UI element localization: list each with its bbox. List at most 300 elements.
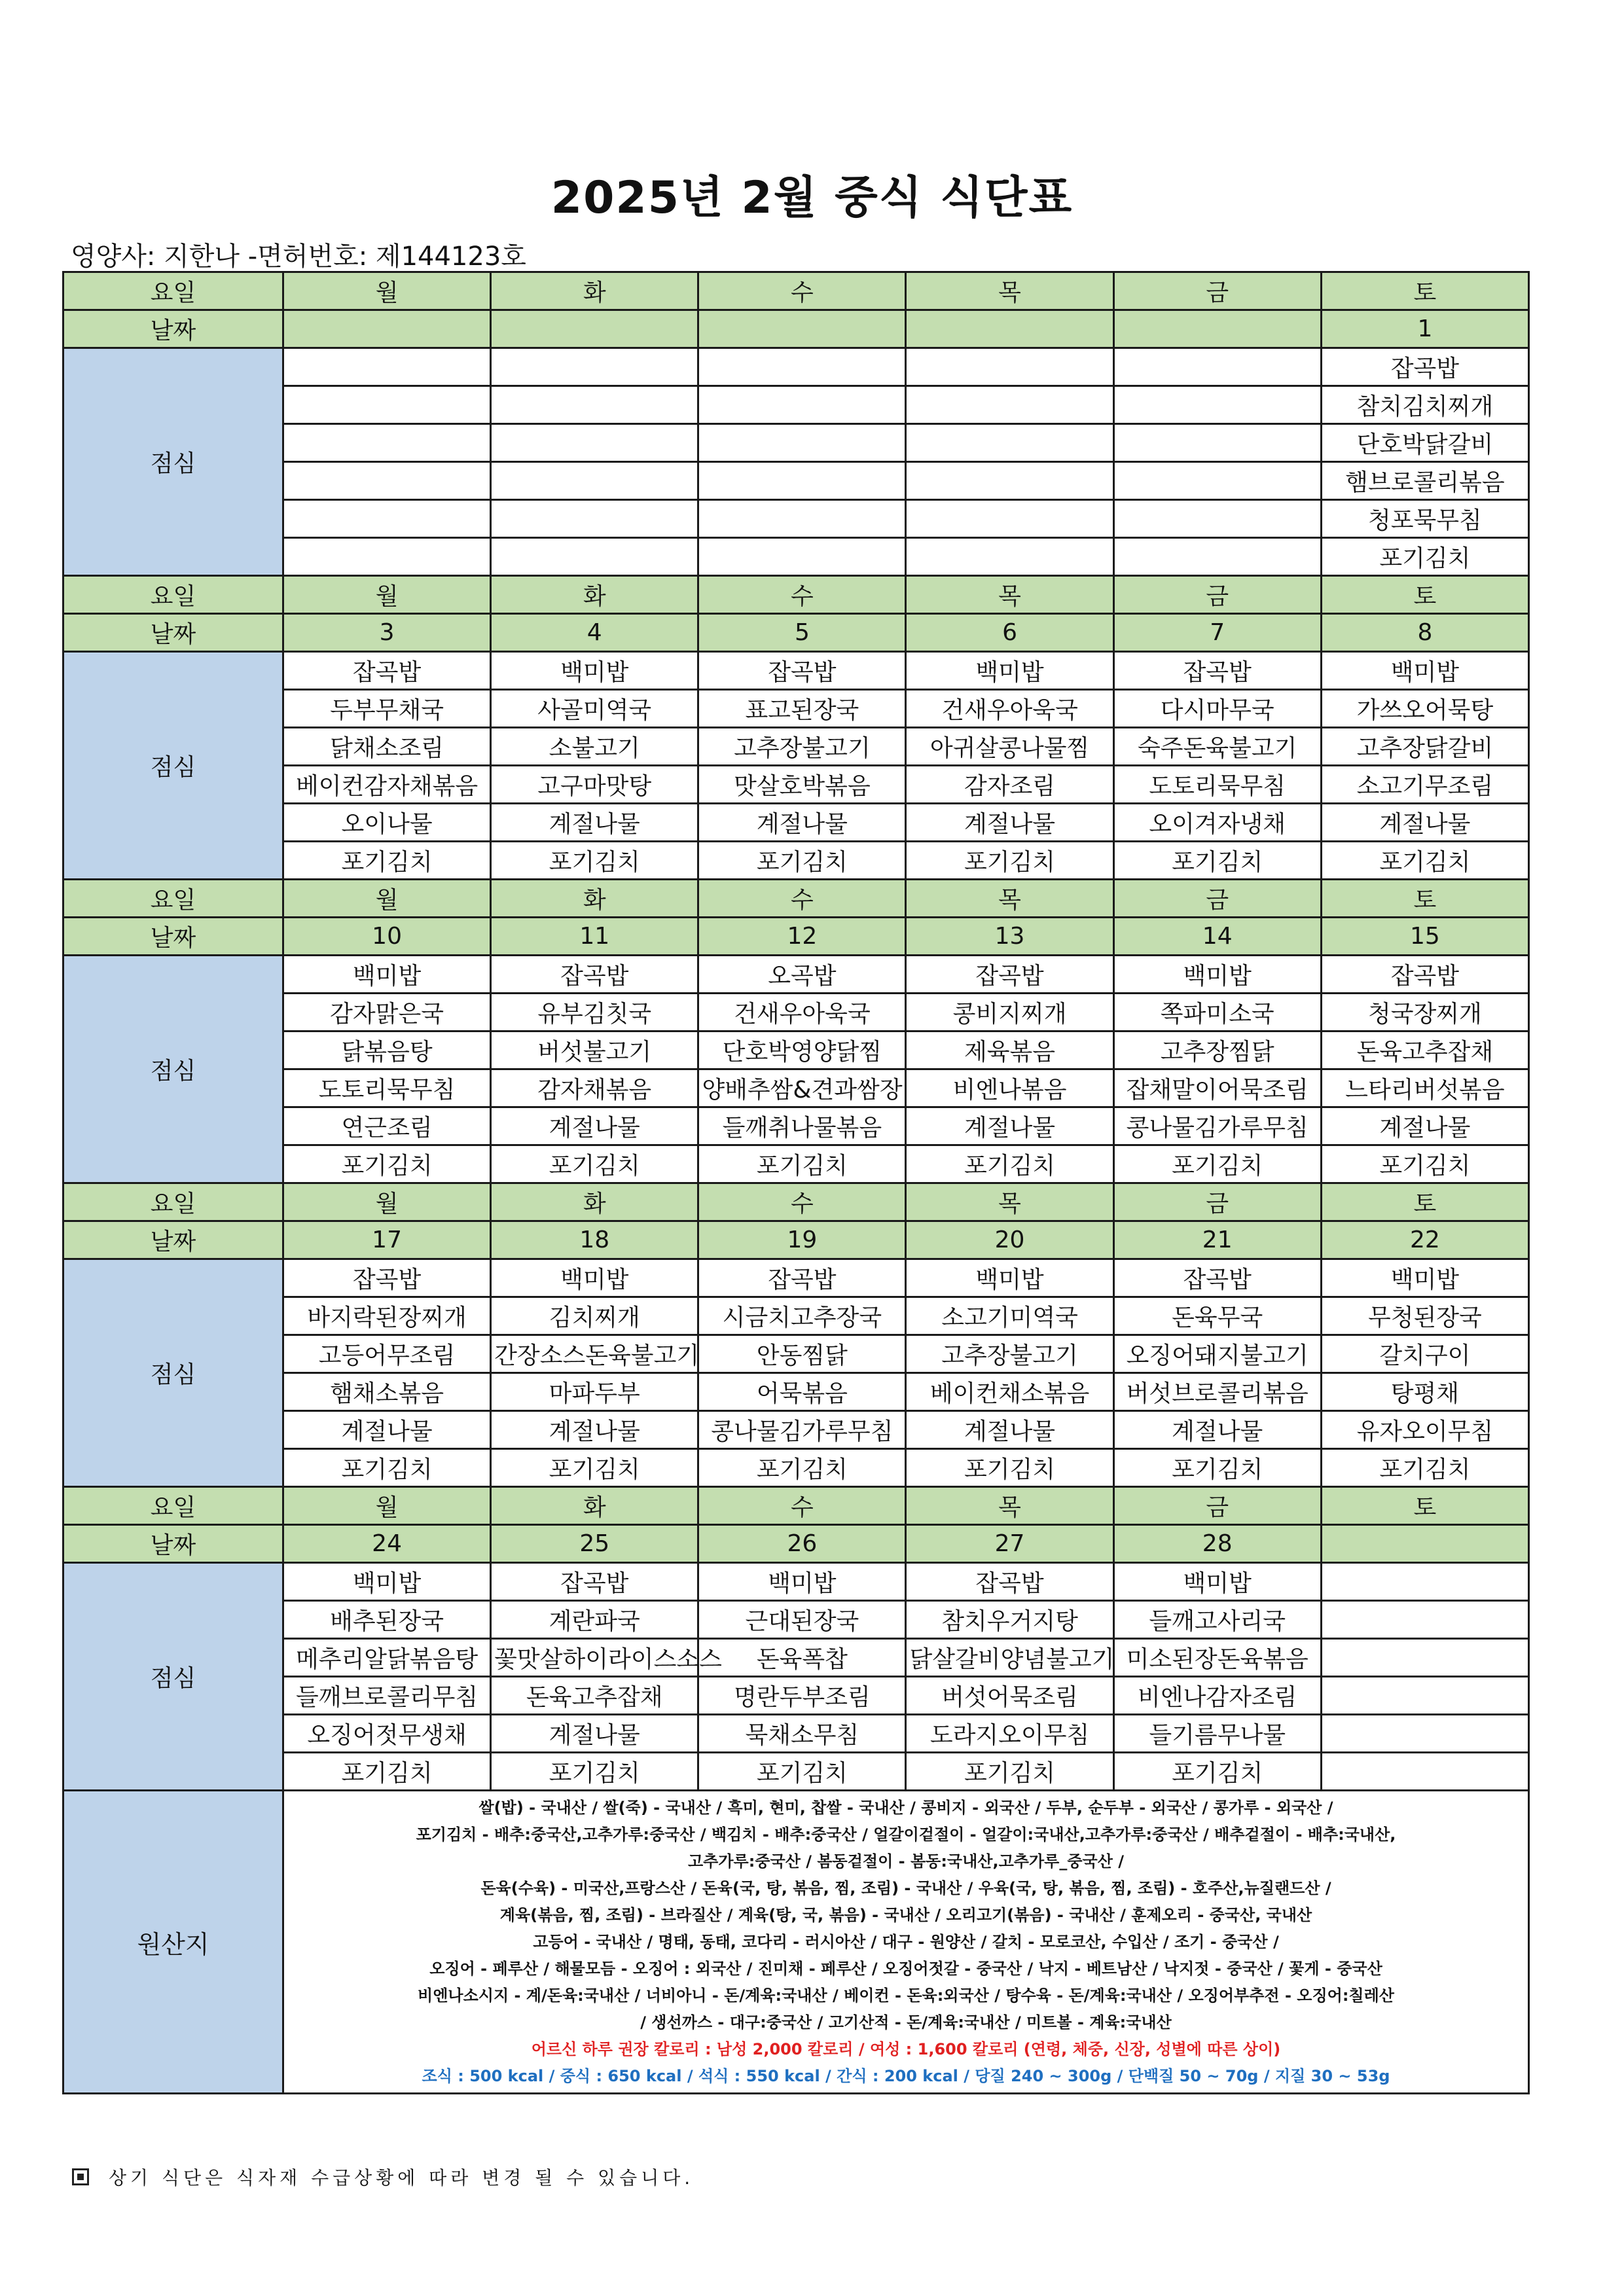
menu-item: 건새우아욱국 — [698, 994, 906, 1031]
menu-item: 포기김치 — [491, 842, 698, 880]
date-cell: 28 — [1113, 1525, 1321, 1563]
meal-row — [63, 1259, 1529, 1297]
meal-row — [63, 1563, 1529, 1601]
origin-line: 계육(볶음, 찜, 조림) - 브라질산 / 계육(탕, 국, 볶음) - 국내산 / 오리고기(볶음) - 국내산 / 훈제오리 - 중국산, 국내산 — [499, 1905, 1312, 1924]
menu-item: 양배추쌈&견과쌈장 — [698, 1069, 906, 1107]
date-cell: 15 — [1321, 918, 1528, 956]
menu-item: 버섯불고기 — [491, 1031, 698, 1069]
day-name: 목 — [906, 1183, 1113, 1221]
origin-row — [63, 1791, 1529, 2094]
menu-item: 잡곡밥 — [283, 652, 491, 690]
date-cell: 3 — [283, 614, 491, 652]
date-cell: 13 — [906, 918, 1113, 956]
origin-line: 돈육(수육) - 미국산,프랑스산 / 돈육(국, 탕, 볶음, 찜, 조림) - 국내산 / 우육(국, 탕, 볶음, 찜, 조림) - 호주산,뉴질랜드산 / — [480, 1878, 1331, 1897]
day-name: 수 — [698, 576, 906, 614]
menu-item: 도토리묵무침 — [283, 1069, 491, 1107]
menu-item — [906, 462, 1113, 500]
menu-item — [906, 538, 1113, 576]
origin-line: 오징어 - 페루산 / 해물모듬 - 오징어 : 외국산 / 진미채 - 페루산 / 오징어젓갈 - 중국산 / 낙지 - 베트남산 / 낙지젓 - 중국산 / 꽃게 - 중국산 — [429, 1959, 1382, 1978]
menu-item: 잡곡밥 — [1113, 652, 1321, 690]
menu-item: 포기김치 — [906, 1753, 1113, 1791]
menu-item — [1321, 1563, 1528, 1601]
menu-item: 단호박닭갈비 — [1321, 424, 1528, 462]
menu-item: 포기김치 — [698, 1449, 906, 1487]
meal-row — [63, 1449, 1529, 1487]
menu-item — [1113, 538, 1321, 576]
date-cell: 21 — [1113, 1221, 1321, 1259]
menu-item — [283, 462, 491, 500]
date-cell — [1321, 1525, 1528, 1563]
meal-row — [63, 462, 1529, 500]
menu-item: 소고기무조림 — [1321, 766, 1528, 804]
menu-item: 포기김치 — [1113, 1753, 1321, 1791]
date-row — [63, 1525, 1529, 1563]
day-name: 금 — [1113, 1183, 1321, 1221]
menu-item: 도토리묵무침 — [1113, 766, 1321, 804]
menu-item: 어묵볶음 — [698, 1373, 906, 1411]
menu-item: 느타리버섯볶음 — [1321, 1069, 1528, 1107]
date-row — [63, 310, 1529, 348]
date-cell: 22 — [1321, 1221, 1528, 1259]
menu-item: 소불고기 — [491, 728, 698, 766]
date-cell: 8 — [1321, 614, 1528, 652]
menu-item: 두부무채국 — [283, 690, 491, 728]
menu-item — [283, 538, 491, 576]
menu-item: 고추장불고기 — [906, 1335, 1113, 1373]
menu-item — [491, 462, 698, 500]
day-label: 요일 — [63, 1183, 283, 1221]
menu-item — [906, 386, 1113, 424]
menu-item: 포기김치 — [1113, 842, 1321, 880]
day-name: 금 — [1113, 272, 1321, 310]
menu-item: 백미밥 — [1113, 956, 1321, 994]
date-cell: 4 — [491, 614, 698, 652]
meal-row — [63, 1145, 1529, 1183]
menu-table — [62, 271, 1530, 2094]
day-name: 목 — [906, 272, 1113, 310]
day-name: 수 — [698, 272, 906, 310]
menu-item — [1321, 1639, 1528, 1677]
date-cell: 25 — [491, 1525, 698, 1563]
menu-item: 참치김치찌개 — [1321, 386, 1528, 424]
menu-item — [698, 348, 906, 386]
menu-item — [906, 424, 1113, 462]
menu-item: 포기김치 — [1321, 1449, 1528, 1487]
menu-item: 잡곡밥 — [906, 956, 1113, 994]
menu-item: 감자채볶음 — [491, 1069, 698, 1107]
footnote-text: 상기 식단은 식자재 수급상황에 따라 변경 될 수 있습니다. — [109, 2167, 695, 2189]
menu-item: 미소된장돈육볶음 — [1113, 1639, 1321, 1677]
day-row — [63, 1183, 1529, 1221]
origin-info — [283, 1791, 1529, 2094]
menu-item — [1113, 462, 1321, 500]
date-cell: 18 — [491, 1221, 698, 1259]
menu-item: 포기김치 — [283, 1449, 491, 1487]
menu-item: 마파두부 — [491, 1373, 698, 1411]
meal-row — [63, 424, 1529, 462]
origin-line: 고등어 - 국내산 / 명태, 동태, 코다리 - 러시아산 / 대구 - 원양산 / 갈치 - 모로코산, 수입산 / 조기 - 중국산 / — [533, 1932, 1279, 1951]
menu-item: 쪽파미소국 — [1113, 994, 1321, 1031]
meal-row — [63, 1639, 1529, 1677]
meal-row — [63, 500, 1529, 538]
day-name: 월 — [283, 1487, 491, 1525]
menu-item: 포기김치 — [491, 1753, 698, 1791]
date-cell — [1113, 310, 1321, 348]
day-name: 화 — [491, 576, 698, 614]
day-label: 요일 — [63, 272, 283, 310]
day-name: 토 — [1321, 576, 1528, 614]
meal-row — [63, 1031, 1529, 1069]
menu-item — [698, 386, 906, 424]
menu-item: 계절나물 — [491, 1715, 698, 1753]
menu-item: 잡곡밥 — [283, 1259, 491, 1297]
menu-item: 잡채말이어묵조림 — [1113, 1069, 1321, 1107]
menu-item: 포기김치 — [1321, 1145, 1528, 1183]
menu-item: 포기김치 — [283, 842, 491, 880]
menu-item — [698, 462, 906, 500]
menu-item: 포기김치 — [906, 1145, 1113, 1183]
day-name: 금 — [1113, 576, 1321, 614]
date-cell — [906, 310, 1113, 348]
day-name: 금 — [1113, 1487, 1321, 1525]
menu-item: 고추장찜닭 — [1113, 1031, 1321, 1069]
date-label: 날짜 — [63, 1525, 283, 1563]
meal-row — [63, 1107, 1529, 1145]
day-row — [63, 1487, 1529, 1525]
menu-item: 묵채소무침 — [698, 1715, 906, 1753]
origin-line: 포기김치 - 배추:중국산,고추가루:중국산 / 백김치 - 배추:중국산 / 얼갈이겉절이 - 얼갈이:국내산,고추가루:중국산 / 배추겉절이 - 배추:국내산, — [416, 1825, 1396, 1844]
menu-item — [1321, 1715, 1528, 1753]
menu-item: 포기김치 — [698, 1145, 906, 1183]
date-cell: 6 — [906, 614, 1113, 652]
menu-item — [1113, 348, 1321, 386]
day-name: 수 — [698, 880, 906, 918]
footnote — [72, 2164, 694, 2190]
day-name: 목 — [906, 576, 1113, 614]
menu-item: 베이컨채소볶음 — [906, 1373, 1113, 1411]
menu-item — [698, 424, 906, 462]
menu-item: 가쓰오어묵탕 — [1321, 690, 1528, 728]
meal-row — [63, 804, 1529, 842]
lunch-label: 점심 — [63, 348, 283, 576]
meal-row — [63, 1677, 1529, 1715]
menu-item: 포기김치 — [1321, 842, 1528, 880]
day-name: 월 — [283, 272, 491, 310]
menu-item: 도라지오이무침 — [906, 1715, 1113, 1753]
day-name: 월 — [283, 1183, 491, 1221]
meal-row — [63, 1335, 1529, 1373]
menu-item: 돈육무국 — [1113, 1297, 1321, 1335]
menu-item: 계절나물 — [491, 1411, 698, 1449]
menu-item: 백미밥 — [283, 1563, 491, 1601]
menu-item: 바지락된장찌개 — [283, 1297, 491, 1335]
menu-item: 꽃맛살하이라이스소스 — [491, 1639, 698, 1677]
menu-item: 소고기미역국 — [906, 1297, 1113, 1335]
menu-item: 시금치고추장국 — [698, 1297, 906, 1335]
menu-item: 배추된장국 — [283, 1601, 491, 1639]
page-title: 2025년 2월 중식 식단표 — [550, 172, 1074, 224]
menu-item: 비엔나감자조림 — [1113, 1677, 1321, 1715]
day-name: 월 — [283, 576, 491, 614]
day-name: 토 — [1321, 880, 1528, 918]
date-cell: 10 — [283, 918, 491, 956]
day-name: 토 — [1321, 1183, 1528, 1221]
meal-row — [63, 956, 1529, 994]
meal-row — [63, 766, 1529, 804]
date-cell: 14 — [1113, 918, 1321, 956]
menu-item: 표고된장국 — [698, 690, 906, 728]
calorie-recommendation: 어르신 하루 권장 칼로리 : 남성 2,000 칼로리 / 여성 : 1,600 칼로리 (연령, 체중, 신장, 성별에 따른 상이) — [531, 2039, 1281, 2058]
menu-item — [698, 500, 906, 538]
menu-item: 연근조림 — [283, 1107, 491, 1145]
menu-item — [906, 500, 1113, 538]
day-name: 금 — [1113, 880, 1321, 918]
menu-item: 버섯어묵조림 — [906, 1677, 1113, 1715]
meal-row — [63, 1601, 1529, 1639]
menu-item: 계절나물 — [906, 804, 1113, 842]
menu-item — [283, 500, 491, 538]
date-label: 날짜 — [63, 614, 283, 652]
menu-item: 오징어돼지불고기 — [1113, 1335, 1321, 1373]
menu-item: 베이컨감자채볶음 — [283, 766, 491, 804]
meal-row — [63, 1069, 1529, 1107]
menu-item: 무청된장국 — [1321, 1297, 1528, 1335]
menu-item: 근대된장국 — [698, 1601, 906, 1639]
menu-item: 버섯브로콜리볶음 — [1113, 1373, 1321, 1411]
date-cell — [491, 310, 698, 348]
meal-row — [63, 538, 1529, 576]
day-name: 목 — [906, 880, 1113, 918]
menu-item: 닭채소조림 — [283, 728, 491, 766]
menu-item: 백미밥 — [698, 1563, 906, 1601]
square-bullet-icon — [72, 2168, 89, 2185]
menu-item: 메추리알닭볶음탕 — [283, 1639, 491, 1677]
day-label: 요일 — [63, 880, 283, 918]
menu-item — [906, 348, 1113, 386]
menu-item: 아귀살콩나물찜 — [906, 728, 1113, 766]
meal-row — [63, 386, 1529, 424]
meal-row — [63, 994, 1529, 1031]
dietitian-info: 영양사: 지한나 -면허번호: 제144123호 — [71, 242, 526, 272]
day-name: 수 — [698, 1487, 906, 1525]
menu-item: 고등어무조림 — [283, 1335, 491, 1373]
day-name: 화 — [491, 272, 698, 310]
menu-item: 계절나물 — [698, 804, 906, 842]
menu-item: 맛살호박볶음 — [698, 766, 906, 804]
day-name: 목 — [906, 1487, 1113, 1525]
meal-row — [63, 1715, 1529, 1753]
day-row — [63, 880, 1529, 918]
date-cell — [283, 310, 491, 348]
day-row — [63, 272, 1529, 310]
lunch-label: 점심 — [63, 652, 283, 880]
menu-item: 오곡밥 — [698, 956, 906, 994]
menu-item: 햄브로콜리볶음 — [1321, 462, 1528, 500]
menu-item: 포기김치 — [491, 1449, 698, 1487]
menu-item: 계절나물 — [1321, 804, 1528, 842]
menu-item: 들깨고사리국 — [1113, 1601, 1321, 1639]
lunch-label: 점심 — [63, 1259, 283, 1487]
menu-item: 잡곡밥 — [906, 1563, 1113, 1601]
menu-item — [491, 386, 698, 424]
menu-item: 오징어젓무생채 — [283, 1715, 491, 1753]
menu-item: 감자조림 — [906, 766, 1113, 804]
origin-line: 고추가루:중국산 / 봄동겉절이 - 봄동:국내산,고추가루_중국산 / — [688, 1852, 1124, 1871]
menu-item: 참치우거지탕 — [906, 1601, 1113, 1639]
menu-item: 김치찌개 — [491, 1297, 698, 1335]
day-row — [63, 576, 1529, 614]
menu-item — [283, 348, 491, 386]
date-cell: 5 — [698, 614, 906, 652]
menu-item: 햄채소볶음 — [283, 1373, 491, 1411]
menu-item: 오이나물 — [283, 804, 491, 842]
menu-item: 잡곡밥 — [491, 956, 698, 994]
menu-item: 백미밥 — [1321, 1259, 1528, 1297]
day-name: 화 — [491, 1183, 698, 1221]
lunch-label: 점심 — [63, 956, 283, 1183]
menu-item — [283, 424, 491, 462]
menu-item: 고구마맛탕 — [491, 766, 698, 804]
menu-item — [491, 538, 698, 576]
meal-row — [63, 690, 1529, 728]
menu-item: 포기김치 — [491, 1145, 698, 1183]
lunch-label: 점심 — [63, 1563, 283, 1791]
day-name: 토 — [1321, 1487, 1528, 1525]
menu-item: 돈육고추잡채 — [491, 1677, 698, 1715]
menu-item — [491, 500, 698, 538]
menu-item: 들깨취나물볶음 — [698, 1107, 906, 1145]
menu-item: 잡곡밥 — [1321, 348, 1528, 386]
menu-item — [1113, 500, 1321, 538]
menu-item: 닭살갈비양념불고기 — [906, 1639, 1113, 1677]
menu-item — [491, 424, 698, 462]
menu-item — [1113, 424, 1321, 462]
menu-item: 잡곡밥 — [1321, 956, 1528, 994]
menu-item: 백미밥 — [906, 652, 1113, 690]
date-cell: 17 — [283, 1221, 491, 1259]
menu-item: 포기김치 — [698, 1753, 906, 1791]
day-name: 월 — [283, 880, 491, 918]
menu-item: 유부김칫국 — [491, 994, 698, 1031]
menu-item: 감자맑은국 — [283, 994, 491, 1031]
menu-item: 백미밥 — [1113, 1563, 1321, 1601]
date-label: 날짜 — [63, 1221, 283, 1259]
menu-item: 잡곡밥 — [698, 1259, 906, 1297]
menu-item: 오이겨자냉채 — [1113, 804, 1321, 842]
menu-item: 포기김치 — [906, 842, 1113, 880]
origin-label: 원산지 — [63, 1791, 283, 2094]
menu-item: 잡곡밥 — [1113, 1259, 1321, 1297]
menu-item: 백미밥 — [491, 652, 698, 690]
menu-item: 포기김치 — [1321, 538, 1528, 576]
menu-item: 콩비지찌개 — [906, 994, 1113, 1031]
menu-item — [1321, 1601, 1528, 1639]
day-label: 요일 — [63, 576, 283, 614]
menu-item: 청포묵무침 — [1321, 500, 1528, 538]
menu-item: 계절나물 — [906, 1411, 1113, 1449]
origin-line: 쌀(밥) - 국내산 / 쌀(죽) - 국내산 / 흑미, 현미, 찹쌀 - 국내산 / 콩비지 - 외국산 / 두부, 순두부 - 외국산 / 콩가루 - 외국산 / — [478, 1798, 1333, 1817]
menu-item: 백미밥 — [283, 956, 491, 994]
date-label: 날짜 — [63, 310, 283, 348]
origin-line: 비엔나소시지 - 계/돈육:국내산 / 너비아니 - 돈/계육:국내산 / 베이컨 - 돈육:외국산 / 탕수육 - 돈/계육:국내산 / 오징어부추전 - 오징어:칠레산 — [418, 1986, 1394, 2005]
menu-item: 포기김치 — [283, 1753, 491, 1791]
date-cell: 26 — [698, 1525, 906, 1563]
meal-row — [63, 842, 1529, 880]
menu-item: 사골미역국 — [491, 690, 698, 728]
menu-item — [1321, 1677, 1528, 1715]
menu-item: 들깨브로콜리무침 — [283, 1677, 491, 1715]
meal-row — [63, 1373, 1529, 1411]
menu-item: 다시마무국 — [1113, 690, 1321, 728]
menu-item — [1321, 1753, 1528, 1791]
meal-row — [63, 1411, 1529, 1449]
menu-item: 포기김치 — [283, 1145, 491, 1183]
menu-item: 돈육고추잡채 — [1321, 1031, 1528, 1069]
day-name: 화 — [491, 880, 698, 918]
menu-item: 탕평채 — [1321, 1373, 1528, 1411]
date-cell: 20 — [906, 1221, 1113, 1259]
date-cell: 27 — [906, 1525, 1113, 1563]
day-name: 토 — [1321, 272, 1528, 310]
menu-item: 계절나물 — [1113, 1411, 1321, 1449]
menu-item: 고추장닭갈비 — [1321, 728, 1528, 766]
menu-item: 유자오이무침 — [1321, 1411, 1528, 1449]
date-label: 날짜 — [63, 918, 283, 956]
menu-item: 숙주돈육불고기 — [1113, 728, 1321, 766]
date-cell — [698, 310, 906, 348]
menu-item: 단호박영양닭찜 — [698, 1031, 906, 1069]
date-cell: 11 — [491, 918, 698, 956]
menu-item: 계절나물 — [283, 1411, 491, 1449]
menu-item: 갈치구이 — [1321, 1335, 1528, 1373]
date-cell: 19 — [698, 1221, 906, 1259]
menu-item: 포기김치 — [1113, 1449, 1321, 1487]
menu-item: 건새우아욱국 — [906, 690, 1113, 728]
menu-item: 콩나물김가루무침 — [1113, 1107, 1321, 1145]
menu-item: 안동찜닭 — [698, 1335, 906, 1373]
day-name: 화 — [491, 1487, 698, 1525]
menu-item: 백미밥 — [491, 1259, 698, 1297]
menu-item: 제육볶음 — [906, 1031, 1113, 1069]
menu-item: 계절나물 — [1321, 1107, 1528, 1145]
menu-item — [698, 538, 906, 576]
menu-item — [1113, 386, 1321, 424]
menu-item: 포기김치 — [698, 842, 906, 880]
menu-item: 계절나물 — [491, 804, 698, 842]
meal-row — [63, 652, 1529, 690]
menu-item: 포기김치 — [1113, 1145, 1321, 1183]
menu-item: 잡곡밥 — [491, 1563, 698, 1601]
meal-row — [63, 728, 1529, 766]
menu-item: 백미밥 — [906, 1259, 1113, 1297]
day-name: 수 — [698, 1183, 906, 1221]
date-row — [63, 1221, 1529, 1259]
menu-item: 닭볶음탕 — [283, 1031, 491, 1069]
origin-line: / 생선까스 - 대구:중국산 / 고기산적 - 돈/계육:국내산 / 미트볼 - 계육:국내산 — [640, 2013, 1172, 2032]
menu-item: 들기름무나물 — [1113, 1715, 1321, 1753]
menu-item — [491, 348, 698, 386]
menu-item: 계절나물 — [491, 1107, 698, 1145]
date-cell: 1 — [1321, 310, 1528, 348]
meal-row — [63, 1297, 1529, 1335]
menu-item: 간장소스돈육불고기 — [491, 1335, 698, 1373]
date-row — [63, 918, 1529, 956]
date-cell: 12 — [698, 918, 906, 956]
menu-item: 백미밥 — [1321, 652, 1528, 690]
menu-item: 포기김치 — [906, 1449, 1113, 1487]
menu-item: 청국장찌개 — [1321, 994, 1528, 1031]
menu-item: 계절나물 — [906, 1107, 1113, 1145]
